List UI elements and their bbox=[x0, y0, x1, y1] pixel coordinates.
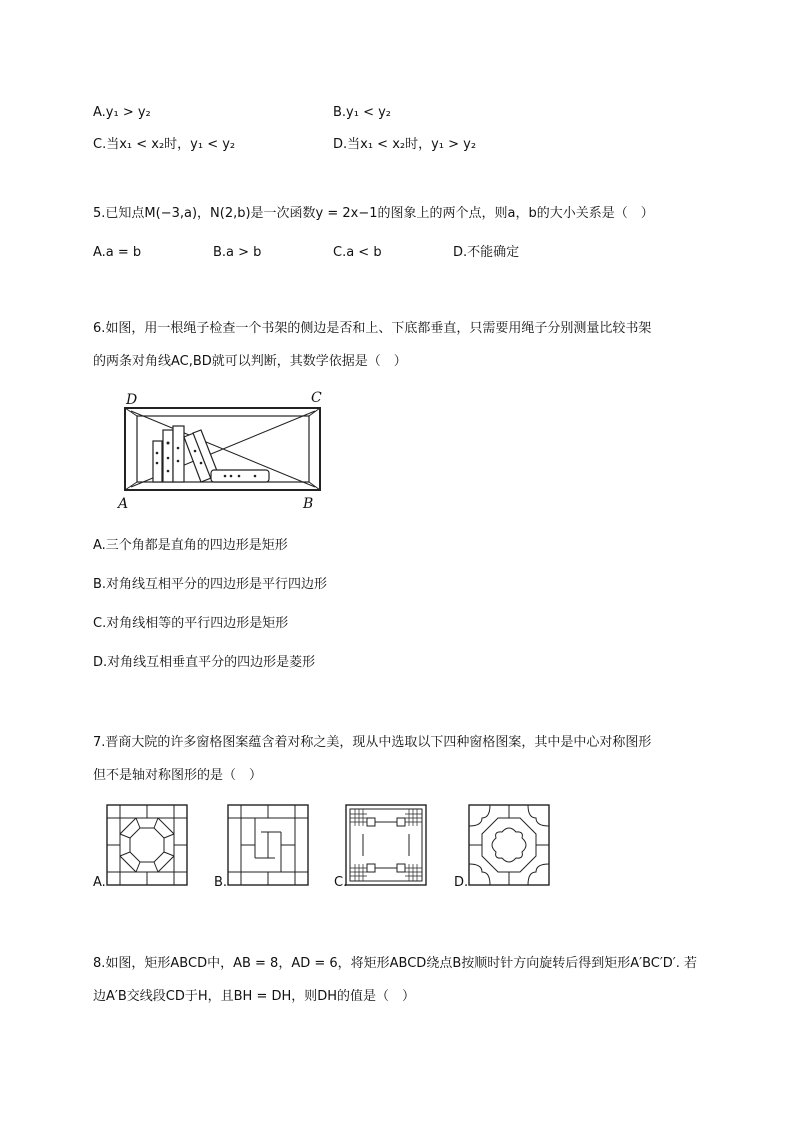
q8-stem-line1: 8.如图，矩形ABCD中，AB = 8，AD = 6，将矩形ABCD绕点B按顺时针方向旋转后得到矩形A′BC′D′. 若 bbox=[93, 956, 698, 971]
q4-option-a: A.y₁ > y₂ bbox=[93, 105, 151, 120]
q5-stem: 5.已知点M(−3,a)，N(2,b)是一次函数y = 2x−1的图象上的两个点，则a，b的大小关系是（ ） bbox=[93, 206, 654, 221]
q4-option-d: D.当x₁ < x₂时，y₁ > y₂ bbox=[333, 137, 477, 152]
q4-option-c: C.当x₁ < x₂时，y₁ < y₂ bbox=[93, 137, 236, 152]
q6-stem-line2: 的两条对角线AC,BD就可以判断，其数学依据是（ ） bbox=[93, 354, 407, 369]
figure-label-a: A bbox=[118, 496, 129, 512]
figure-label-b: B bbox=[303, 496, 314, 512]
q6-option-a: A.三个角都是直角的四边形是矩形 bbox=[93, 538, 288, 553]
pattern-b-figure bbox=[227, 804, 309, 886]
q5-option-b: B.a > b bbox=[213, 245, 262, 260]
q6-stem-line1: 6.如图，用一根绳子检查一个书架的侧边是否和上、下底都垂直，只需要用绳子分别测量比较书架 bbox=[93, 321, 652, 336]
q4-option-b: B.y₁ < y₂ bbox=[333, 105, 392, 120]
q5-option-c: C.a < b bbox=[333, 245, 382, 260]
q6-option-c: C.对角线相等的平行四边形是矩形 bbox=[93, 616, 289, 631]
pattern-c-figure bbox=[345, 804, 427, 886]
figure-label-d: D bbox=[126, 392, 138, 408]
q7-option-a: A. bbox=[93, 875, 106, 890]
pattern-d-figure bbox=[468, 804, 550, 886]
q7-stem-line2: 但不是轴对称图形的是（ ） bbox=[93, 768, 263, 783]
q7-option-b: B. bbox=[214, 875, 228, 890]
bookshelf-figure bbox=[115, 393, 335, 503]
pattern-a-figure bbox=[106, 804, 188, 886]
figure-label-c: C bbox=[311, 390, 322, 406]
q7-option-d: D. bbox=[454, 875, 469, 890]
q7-stem-line1: 7.晋商大院的许多窗格图案蕴含着对称之美，现从中选取以下四种窗格图案，其中是中心对称图形 bbox=[93, 735, 652, 750]
q7-option-c: C. bbox=[334, 875, 348, 890]
q6-option-b: B.对角线互相平分的四边形是平行四边形 bbox=[93, 577, 328, 592]
q6-option-d: D.对角线互相垂直平分的四边形是菱形 bbox=[93, 655, 316, 670]
q5-option-d: D.不能确定 bbox=[453, 245, 520, 260]
q5-option-a: A.a = b bbox=[93, 245, 142, 260]
q8-stem-line2: 边A′B交线段CD于H，且BH = DH，则DH的值是（ ） bbox=[93, 989, 416, 1004]
